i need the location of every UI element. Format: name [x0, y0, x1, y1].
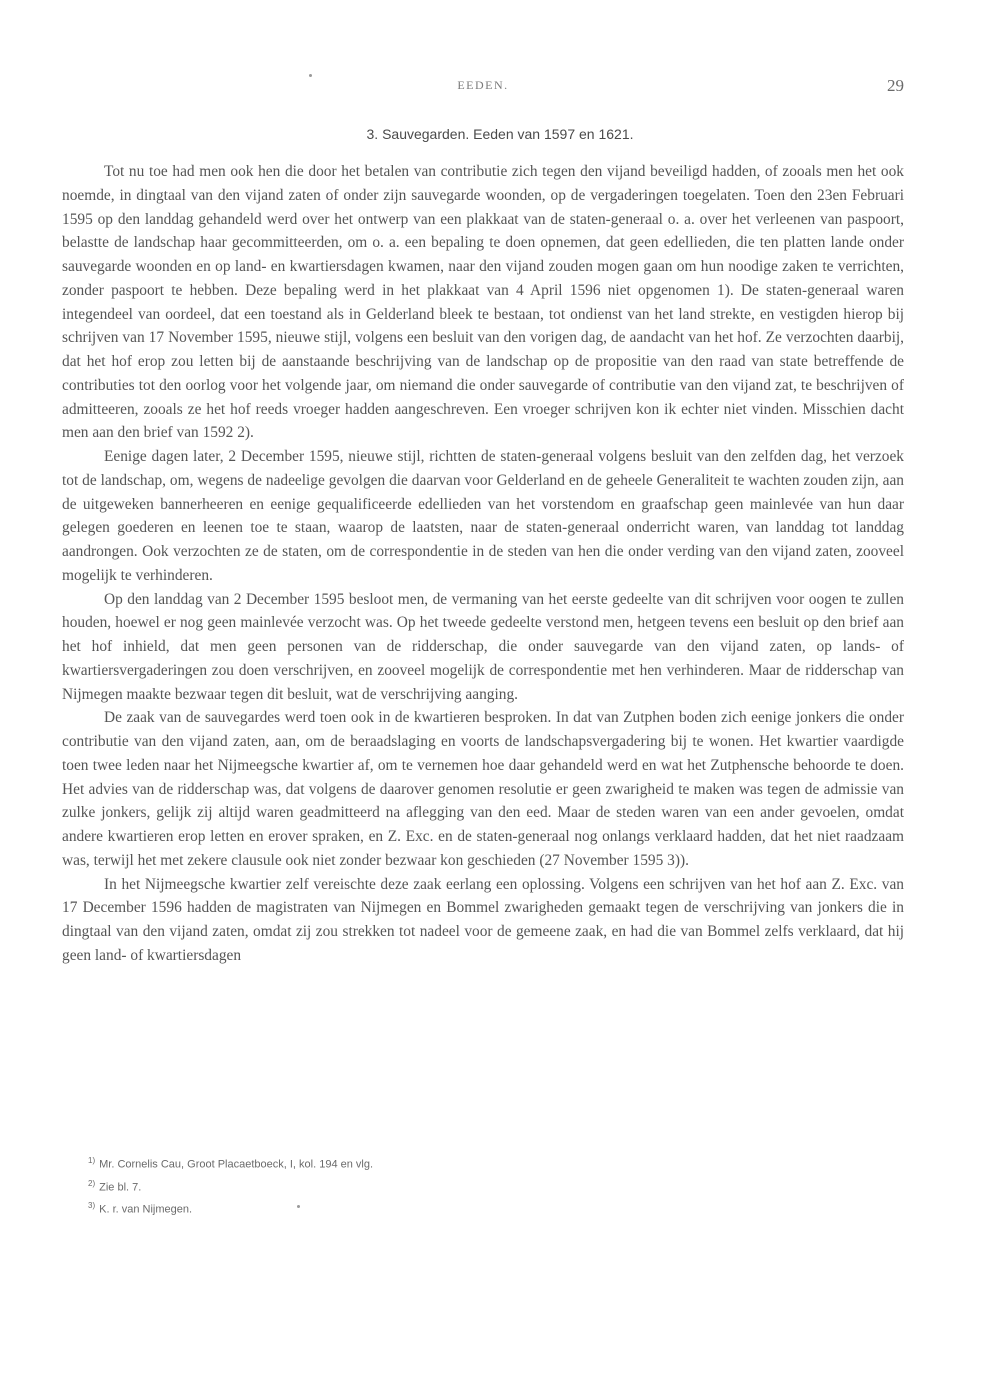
- footnote: [88, 1197, 788, 1219]
- footnote-text: Zie bl. 7.: [99, 1181, 142, 1194]
- page-number: 29: [887, 76, 904, 95]
- body-text: [62, 160, 904, 968]
- footnote: [88, 1175, 788, 1197]
- section-heading: 3. Sauvegarden. Eeden van 1597 en 1621.: [366, 126, 634, 142]
- paragraph: Op den landdag van 2 December 1595 besloot men, de vermaning van het eerste gedeelte van dit schrijven voor oogen te zullen houden, hoewel er nog geen mainlevée verzocht was. Op het tweede gedeelte verstond men, hetgeen tevens een besluit op den brief aan het hof inhield, dat men geen personen van de ridderschap, die onder sauvegarde van den vijand zaten, op lands- of kwartiersvergaderingen zou doen verschrijven, en zooveel mogelijk de correspondentie met hen verhinderen. Maar de ridderschap van Nijmegen maakte bezwaar tegen dit besluit, wat de verschrijving aanging.: [62, 590, 904, 703]
- running-head: [62, 78, 904, 100]
- print-speck: [309, 74, 312, 77]
- footnote-marker: 2): [88, 1178, 96, 1188]
- footnote-marker: 1): [88, 1156, 96, 1165]
- footnote: [88, 1152, 788, 1174]
- paragraph: Tot nu toe had men ook hen die door het betalen van contributie zich tegen den vijand beveiligd hadden, of zooals men het ook noemde, in dingtaal van den vijand zaten of onder zijn sauvegarde woonden, op de vergaderingen toegelaten. Toen den 23en Februari 1595 op den landdag gehandeld werd over het ontwerp van een plakkaat van de staten-generaal o. a. over het verleenen van paspoort, belastte de landschap haar gecommitteerden, om o. a. een bepaling te doen opnemen, dat geen edellieden, die ten platten lande onder sauvegarde woonden en op land- en kwartiersdagen kwamen, naar den vijand zouden mogen gaan om hun noodige zaken te verrichten, zonder paspoort te hebben. Deze bepaling werd in het plakkaat van 4 April 1596 niet opgenomen 1). De staten-generaal waren integendeel van oordeel, dat een toestand als in Gelderland bleek te bestaan, tot ondienst van het land strekte, en vestigden hierop bij schrijven van 17 November 1595, nieuwe stijl, volgens een besluit van den vorigen dag, de aandacht van het hof. Ze verzochten daarbij, dat het hof erop zou letten bij de aanstaande beschrijving van de landschap op de propositie van den raad van state betreffende de contributies tot den oorlog voor het volgende jaar, om niemand die onder sauvegarde of contributie van den vijand zat, te beschrijven of admitteeren, zooals ze het hof reeds vroeger hadden aangeschreven. Een vroeger schrijven kon ik echter niet vinden. Misschien dacht men aan den brief van 1592 2).: [62, 163, 904, 442]
- running-title: EEDEN.: [457, 78, 509, 92]
- footnotes: [88, 1152, 788, 1220]
- footnote-text: Mr. Cornelis Cau, Groot Placaetboeck, I, kol. 194 en vlg.: [99, 1158, 374, 1171]
- paragraph: In het Nijmeegsche kwartier zelf vereischte deze zaak eerlang een oplossing. Volgens een schrijven van het hof aan Z. Exc. van 17 December 1596 hadden de magistraten van Nijmegen en Bommel zwarigheden gemaakt tegen de verschrijving van jonkers die in dingtaal van den vijand zaten, omdat zij zou strekken tot nadeel voor de gemeene zaak, en had die van Bommel zelfs verklaard, dat hij geen land- of kwartiersdagen: [62, 875, 904, 964]
- footnote-text: K. r. van Nijmegen.: [99, 1203, 193, 1216]
- paragraph: Eenige dagen later, 2 December 1595, nieuwe stijl, richtten de staten-generaal volgens besluit van den zelfden dag, het verzoek tot de landschap, om, wegens de nadeelige gevolgen die daarvan voor Gelderland en de geheele Generaliteit te wachten zouden zijn, aan de uitgeweken bannerheeren en eenige gequalificeerde edellieden van het vorstendom en graafschap geen mainlevée van hun daar gelegen goederen en leenen toe te staan, waarop de laatsten, naar de staten-generaal onderricht waren, van landdag tot landdag aandrongen. Ook verzochten ze de staten, om de correspondentie in de steden van hen die onder verding van den vijand zaten, zooveel mogelijk te verhinderen.: [62, 448, 904, 584]
- footnote-marker: 3): [88, 1201, 96, 1211]
- print-speck: [297, 1205, 300, 1208]
- paragraph: De zaak van de sauvegardes werd toen ook in de kwartieren besproken. In dat van Zutphen boden zich eenige jonkers die onder contributie van den vijand zaten, aan, om de beraadslaging en voorts de landschapsvergadering bij te wonen. Het kwartier vaardigde toen twee leden naar het Nijmeegsche kwartier af, om te vernemen hoe daar gehandeld werd en wat het Zutphensche behoorde te doen. Het advies van de ridderschap was, dat volgens de daarover genomen resolutie er geen zwarigheid te maken was tegen de admissie van zulke jonkers, gelijk zij altijd waren geadmitteerd na aflegging van den eed. Maar de steden waren van een ander gevoelen, omdat andere kwartieren erop letten en erover spraken, en Z. Exc. en de staten-generaal nog onlangs verklaard hadden, dat het niet raadzaam was, terwijl het met zekere clausule ook niet zonder bezwaar kon geschieden (27 November 1595 3)).: [62, 709, 904, 869]
